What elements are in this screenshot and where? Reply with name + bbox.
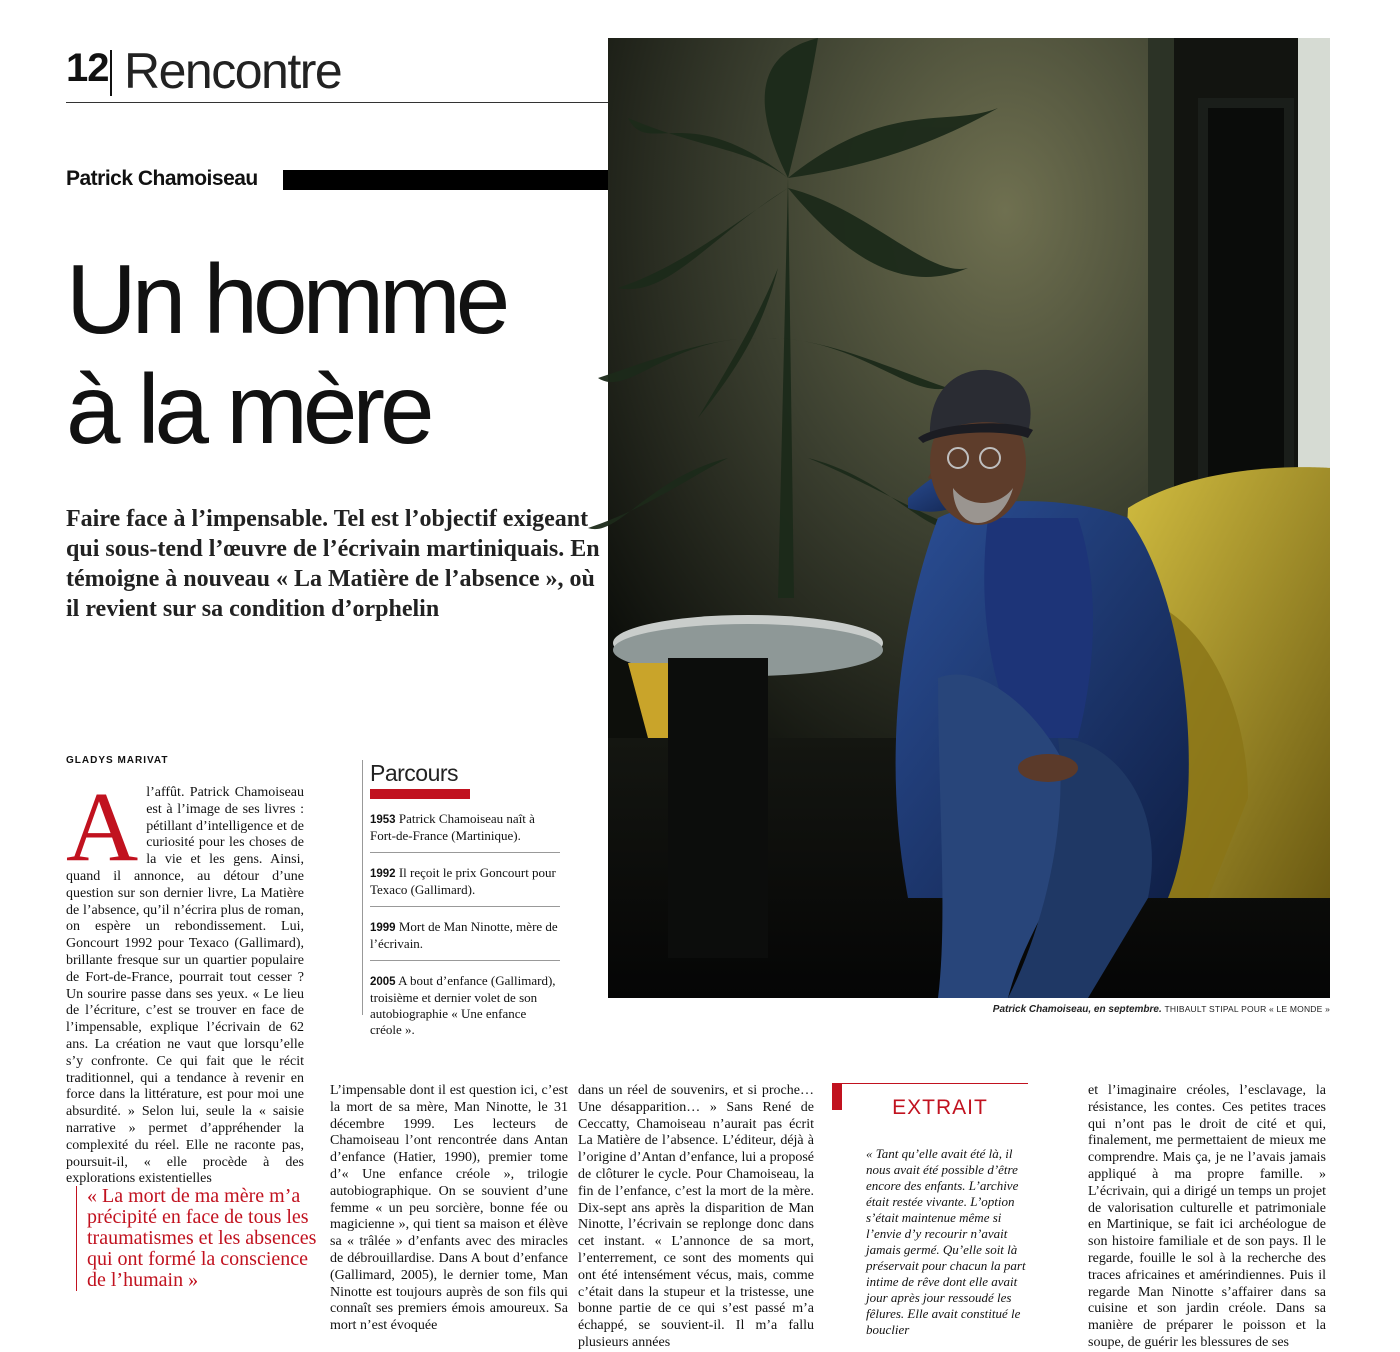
header-rule (66, 102, 608, 103)
parcours-rule (362, 760, 363, 1015)
extrait-label: EXTRAIT (892, 1096, 988, 1119)
caption-text: Patrick Chamoiseau, en septembre. (992, 1004, 1162, 1015)
headline-line-1: Un homme (66, 244, 506, 354)
standfirst: Faire face à l’impensable. Tel est l’objectif exigeant qui sous-tend l’œuvre de l’écrivain martiniquais. En témoigne à nouveau « La Matière de l’absence », où il revient sur sa condition d’orphelin (66, 506, 600, 622)
page-number-separator (110, 50, 112, 96)
article-column-2: L’impensable dont il est question ici, c’est la mort de sa mère, Man Ninotte, le 31 décembre 1999. Les lecteurs de Chamoiseau l’ont rencontrée dans Antan d’enfance (Hatier, 1990), premier tome d’« Une enfance créole », trilogie autobiographique. On se souvient d’une femme « un peu sorcière, bonne fée ou magicienne », qui tient sa maison et élève sa « trâlée » d’enfants avec des miracles de débrouillardise. Dans A bout d’enfance (Gallimard, 2005), le dernier tome, Man Ninotte est toujours auprès de son fils qui connaît ses premiers émois amoureux. Sa mort n’est évoquée (330, 1083, 568, 1334)
drop-cap: A (66, 771, 139, 882)
parcours-box (362, 760, 560, 1046)
byline: GLADYS MARIVAT (66, 755, 169, 766)
parcours-item (370, 853, 560, 907)
extrait-accent-bar (832, 1083, 842, 1110)
parcours-item (370, 961, 560, 1046)
parcours-text: Il reçoit le prix Goncourt pour Texaco (Gallimard). (370, 865, 556, 897)
article-column-5: et l’imaginaire créoles, l’esclavage, la résistance, les contes. Ces petites traces qui n’ont pas le droit de cité et qui, finalement, me permettaient de mieux me comprendre. Mais ça, je ne l’avais jamais appliqué à ma propre famille. » L’écrivain, qui a dirigé un temps un projet de valorisation culturelle et patrimoniale en Martinique, se fait ici archéologue de son histoire familiale et de son pays. Il le regarde, fouille le sol à la recherche des traces africaines et amérindiennes. Puis il regarde Man Ninotte s’affairer dans sa cuisine et son jardin créole. Dans sa manière de préparer le poisson et la soupe, de guérir les blessures de ses (1088, 1083, 1326, 1350)
kicker: Patrick Chamoiseau (66, 167, 258, 190)
parcours-year: 1992 (370, 868, 396, 880)
article-column-1 (66, 771, 304, 1188)
section-rubric: Rencontre (124, 43, 342, 99)
extrait-text: « Tant qu’elle avait été là, il nous avait été possible d’être encore des enfants. L’archive était restée vivante. L’option s’était maintenue même si l’envie d’y recourir n’avait jamais germé. Qu’elle soit là préservait pour chacun la part intime de rêve dont elle avait jour après jour ressoudé les fêlures. Elle avait constitué le bouclier (866, 1146, 1026, 1337)
parcours-year: 1999 (370, 922, 396, 934)
photo-caption (993, 1004, 1330, 1015)
parcours-item (370, 907, 560, 961)
parcours-text: Mort de Man Ninotte, mère de l’écrivain. (370, 919, 558, 951)
extrait-top-rule (832, 1083, 1028, 1084)
article-column-3: dans un réel de souvenirs, et si proche… Une désapparition… » Sans René de Ceccatty, Chamoiseau n’aurait pas écrit La Matière de l’absence. L’éditeur, déjà à l’origine d’Antan d’enfance, lui a proposé de clôturer le cycle. Pour Chamoiseau, la fin de l’enfance, c’est la mort de la mère. Dix-sept ans après la disparition de Man Ninotte, l’écrivain se replonge donc dans cet instant. « L’annonce de sa mort, l’enterrement, ce sont des moments qui ont été intensément vécus, mais, comme c’était dans la stupeur et la tristesse, une bonne partie de ce qui s’est passé m’a échappé, se souvient-il. Il m’a fallu plusieurs années (578, 1083, 814, 1350)
parcours-year: 1953 (370, 814, 396, 826)
parcours-text: Patrick Chamoiseau naît à Fort-de-France (Martinique). (370, 811, 535, 843)
parcours-year: 2005 (370, 976, 396, 988)
photo-credit: THIBAULT STIPAL POUR « LE MONDE » (1164, 1004, 1330, 1014)
headline-line-2: à la mère (66, 354, 430, 464)
article-text-1: l’affût. Patrick Chamoiseau est à l’image de ses livres : pétillant d’intelligence et de curiosité pour les choses de la vie et les gens. Ainsi, quand il annonce, au détour d’une question sur son dernier livre, La Matière de l’absence, qu’il n’écrira plus de roman, on espère un rebondissement. Lui, Goncourt 1992 pour Texaco (Gallimard), brillante fresque sur un quartier populaire de Fort-de-France, pourrait tout cesser ? Un sourire passe dans ses yeux. « Le lieu de l’écriture, c’est se trouver en face de l’impensable, explique l’écrivain de 62 ans. La création ne vaut que lorsqu’elle s’y confronte. Ce qui fait que le récit traditionnel, qui a tendance à revenir en force dans la littérature, est pour moi une absurdité. » Selon lui, seule la « saisie narrative » permet d’appréhender la complexité du réel. Elle ne raconte pas, poursuit-il, « elle procède à des explorations existentielles (66, 785, 304, 1187)
parcours-item (370, 799, 560, 853)
pull-quote: « La mort de ma mère m’a précipité en face de tous les traumatismes et les absences qui ont formé la conscience de l’humain » (76, 1186, 320, 1291)
headline (66, 244, 505, 464)
kicker-bar (283, 170, 608, 190)
parcours-accent-bar (370, 789, 470, 799)
parcours-title: Parcours (370, 760, 459, 786)
extrait-box (832, 1083, 1028, 1338)
portrait-photo (608, 38, 1330, 998)
parcours-text: A bout d’enfance (Gallimard), troisième et dernier volet de son autobiographie « Une enfance créole ». (370, 973, 556, 1037)
page-number: 12 (66, 46, 109, 90)
